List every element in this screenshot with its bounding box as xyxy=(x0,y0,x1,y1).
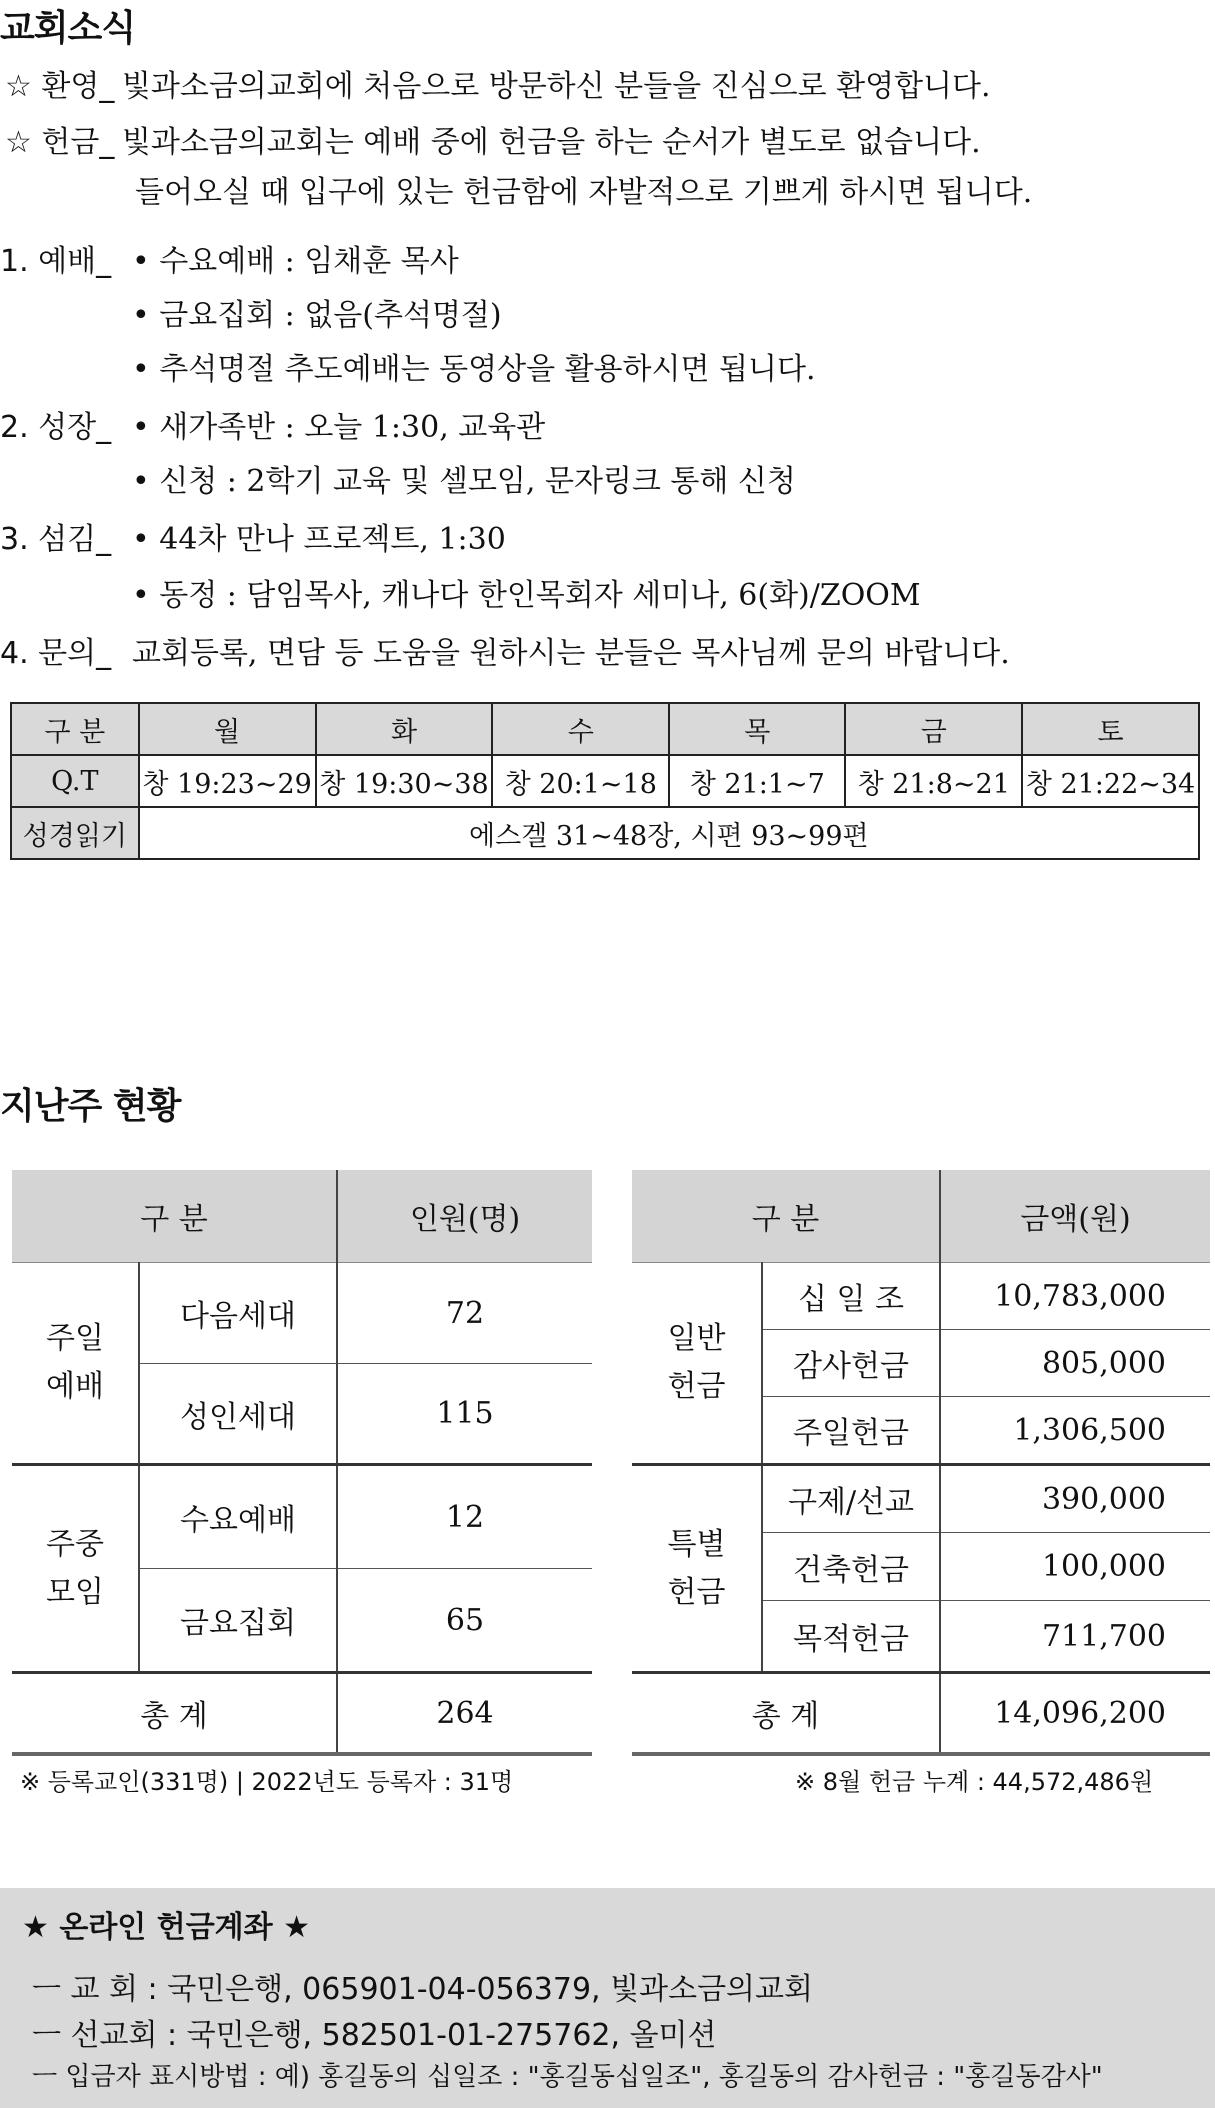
offering-row-value: 390,000 xyxy=(940,1465,1210,1533)
item-label-worship: 1. 예배_ xyxy=(0,244,112,279)
attendance-table xyxy=(12,1170,592,1756)
welcome-notice xyxy=(5,62,991,112)
table-row xyxy=(12,1263,592,1364)
offering-text-2: 들어오실 때 입구에 있는 헌금함에 자발적으로 기쁘게 하시면 됩니다. xyxy=(135,175,1033,210)
offering-group: 일반 헌금 xyxy=(632,1263,762,1465)
item-line: • 44차 만나 프로젝트, 1:30 xyxy=(132,522,506,557)
attendance-row-label: 금요집회 xyxy=(139,1569,337,1673)
offering-row-value: 1,306,500 xyxy=(940,1397,1210,1465)
table-row xyxy=(12,1465,592,1569)
offering-label: ☆ 헌금_ xyxy=(5,125,115,160)
offering-row-label: 구제/선교 xyxy=(762,1465,940,1533)
offering-total-label: 총 계 xyxy=(632,1673,940,1755)
item-label-inquiry: 4. 문의_ xyxy=(0,636,112,671)
offering-row-label: 목적헌금 xyxy=(762,1601,940,1673)
reading-header: 월 xyxy=(139,703,316,755)
reading-header: 토 xyxy=(1022,703,1199,755)
qt-cell: 창 20:1~18 xyxy=(492,755,669,807)
attendance-header-row xyxy=(12,1170,592,1263)
online-account-box xyxy=(0,1888,1215,2108)
offering-row-label: 건축헌금 xyxy=(762,1533,940,1601)
news-title: 교회소식 xyxy=(0,8,136,49)
attendance-row-label: 성인세대 xyxy=(139,1364,337,1465)
qt-cell: 창 19:30~38 xyxy=(316,755,493,807)
qt-cell: 창 21:1~7 xyxy=(669,755,845,807)
offering-text-1: 빛과소금의교회는 예배 중에 헌금을 하는 순서가 별도로 없습니다. xyxy=(121,125,981,160)
offering-group: 특별 헌금 xyxy=(632,1465,762,1673)
offering-note: ※ 8월 헌금 누계 : 44,572,486원 xyxy=(795,1768,1154,1796)
qt-cell: 창 19:23~29 xyxy=(139,755,316,807)
item-line: • 추석명절 추도예배는 동영상을 활용하시면 됩니다. xyxy=(132,352,816,387)
reading-header: 목 xyxy=(669,703,845,755)
reading-header: 수 xyxy=(492,703,669,755)
attendance-row-value: 12 xyxy=(337,1465,592,1569)
bible-label: 성경읽기 xyxy=(11,807,139,859)
item-line: • 금요집회 : 없음(추석명절) xyxy=(132,298,502,333)
item-line: 교회등록, 면담 등 도움을 원하시는 분들은 목사님께 문의 바랍니다. xyxy=(132,636,1010,671)
reading-header: 금 xyxy=(845,703,1022,755)
attendance-row-label: 다음세대 xyxy=(139,1263,337,1364)
qt-cell: 창 21:22~34 xyxy=(1022,755,1199,807)
table-row xyxy=(632,1263,1210,1330)
item-label-growth: 2. 성장_ xyxy=(0,410,112,445)
offering-header-row xyxy=(632,1170,1210,1263)
item-line: • 새가족반 : 오늘 1:30, 교육관 xyxy=(132,410,546,445)
attendance-header: 인원(명) xyxy=(337,1170,592,1263)
reading-header-row xyxy=(11,703,1199,755)
offering-row-value: 10,783,000 xyxy=(940,1263,1210,1330)
attendance-row-value: 72 xyxy=(337,1263,592,1364)
welcome-label: ☆ 환영_ xyxy=(5,69,115,104)
attendance-total-label: 총 계 xyxy=(12,1673,337,1755)
offering-notice xyxy=(5,118,981,168)
bible-row xyxy=(11,807,1199,859)
reading-table xyxy=(10,702,1200,860)
qt-label: Q.T xyxy=(11,755,139,807)
offering-row-value: 805,000 xyxy=(940,1330,1210,1397)
reading-header: 화 xyxy=(316,703,493,755)
offering-row-label: 십 일 조 xyxy=(762,1263,940,1330)
item-label-service: 3. 섬김_ xyxy=(0,522,112,557)
attendance-row-label: 수요예배 xyxy=(139,1465,337,1569)
attendance-row-value: 65 xyxy=(337,1569,592,1673)
offering-header: 금액(원) xyxy=(940,1170,1210,1263)
account-line: ㅡ 선교회 : 국민은행, 582501-01-275762, 올미션 xyxy=(32,2018,717,2053)
item-line: • 동정 : 담임목사, 캐나다 한인목회자 세미나, 6(화)/ZOOM xyxy=(132,578,921,613)
last-week-title: 지난주 현황 xyxy=(0,1086,181,1127)
offering-row-label: 감사헌금 xyxy=(762,1330,940,1397)
offering-total-value: 14,096,200 xyxy=(940,1673,1210,1755)
offering-row-label: 주일헌금 xyxy=(762,1397,940,1465)
bible-cell: 에스겔 31~48장, 시편 93~99편 xyxy=(139,807,1199,859)
item-line: • 수요예배 : 임채훈 목사 xyxy=(132,244,459,279)
attendance-header: 구 분 xyxy=(12,1170,337,1263)
attendance-total-value: 264 xyxy=(337,1673,592,1755)
offering-row-value: 711,700 xyxy=(940,1601,1210,1673)
welcome-text: 빛과소금의교회에 처음으로 방문하신 분들을 진심으로 환영합니다. xyxy=(121,69,991,104)
attendance-group: 주일 예배 xyxy=(12,1263,139,1465)
account-line: ㅡ 입금자 표시방법 : 예) 홍길동의 십일조 : "홍길동십일조", 홍길동의 감사헌금 : "홍길동감사" xyxy=(32,2062,1103,2092)
qt-row xyxy=(11,755,1199,807)
table-row xyxy=(632,1465,1210,1533)
account-line: ㅡ 교 회 : 국민은행, 065901-04-056379, 빛과소금의교회 xyxy=(32,1972,813,2007)
reading-header: 구 분 xyxy=(11,703,139,755)
offering-header: 구 분 xyxy=(632,1170,940,1263)
attendance-group: 주중 모임 xyxy=(12,1465,139,1673)
offering-table xyxy=(632,1170,1210,1756)
attendance-row-value: 115 xyxy=(337,1364,592,1465)
attendance-total-row xyxy=(12,1673,592,1755)
item-line: • 신청 : 2학기 교육 및 셀모임, 문자링크 통해 신청 xyxy=(132,464,796,499)
offering-row-value: 100,000 xyxy=(940,1533,1210,1601)
online-account-title: ★ 온라인 헌금계좌 ★ xyxy=(22,1910,310,1945)
offering-total-row xyxy=(632,1673,1210,1755)
attendance-note: ※ 등록교인(331명) | 2022년도 등록자 : 31명 xyxy=(20,1768,514,1796)
qt-cell: 창 21:8~21 xyxy=(845,755,1022,807)
